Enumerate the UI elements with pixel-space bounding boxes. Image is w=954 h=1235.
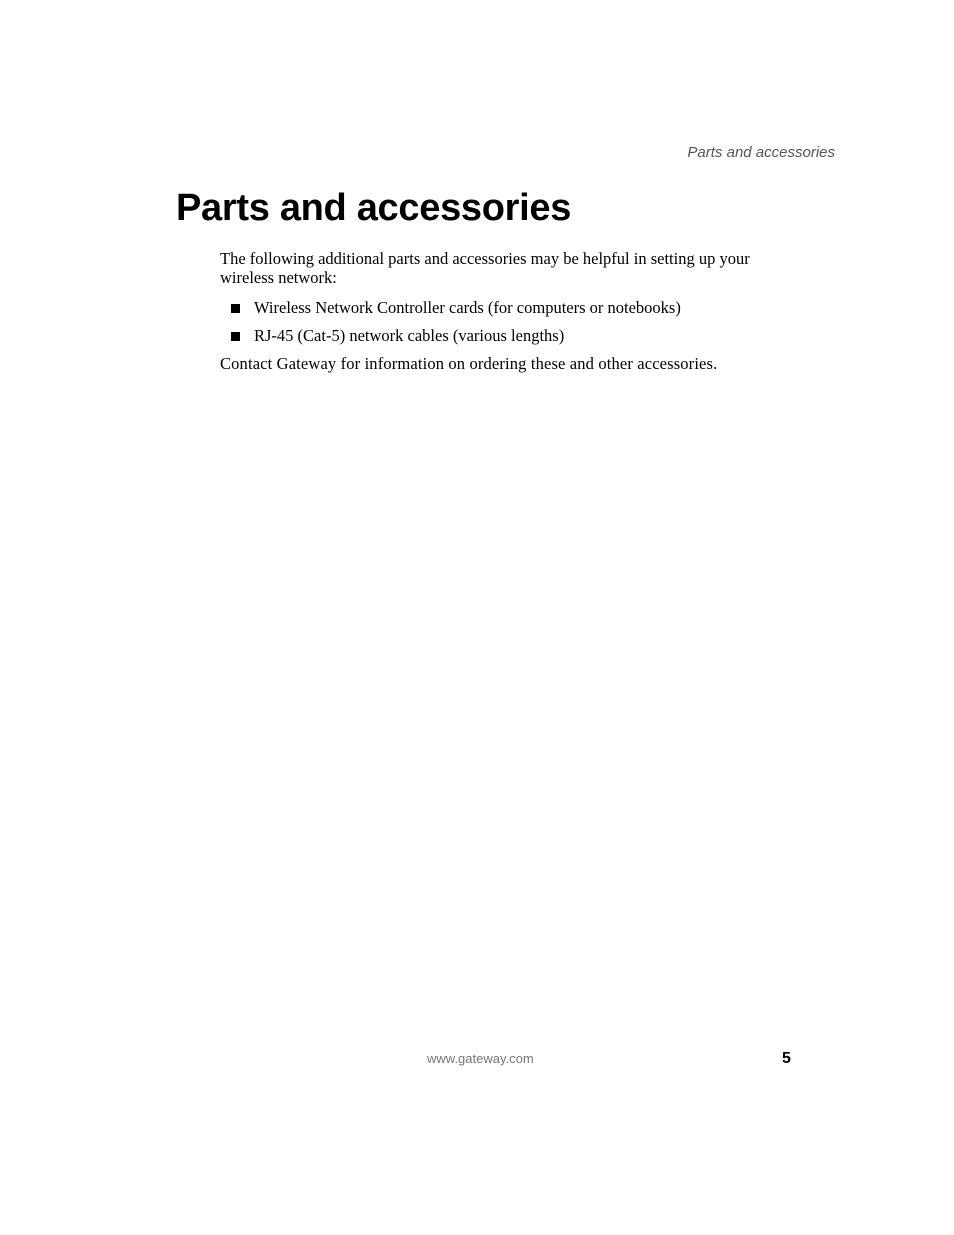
square-bullet-icon xyxy=(231,304,240,313)
page-number: 5 xyxy=(782,1050,791,1067)
body-text xyxy=(220,249,800,373)
page-title: Parts and accessories xyxy=(176,187,572,229)
list-item-text: Wireless Network Controller cards (for computers or notebooks) xyxy=(254,298,681,317)
list-item xyxy=(220,298,800,317)
list-item xyxy=(220,326,800,345)
square-bullet-icon xyxy=(231,332,240,341)
footer-url: www.gateway.com xyxy=(427,1051,534,1066)
accessory-list xyxy=(220,298,800,345)
closing-paragraph: Contact Gateway for information on ordering these and other accessories. xyxy=(220,354,718,373)
running-header: Parts and accessories xyxy=(687,144,835,161)
intro-paragraph: The following additional parts and accessories may be helpful in setting up your wireless network: xyxy=(220,249,750,287)
list-item-text: RJ-45 (Cat-5) network cables (various lengths) xyxy=(254,326,565,345)
